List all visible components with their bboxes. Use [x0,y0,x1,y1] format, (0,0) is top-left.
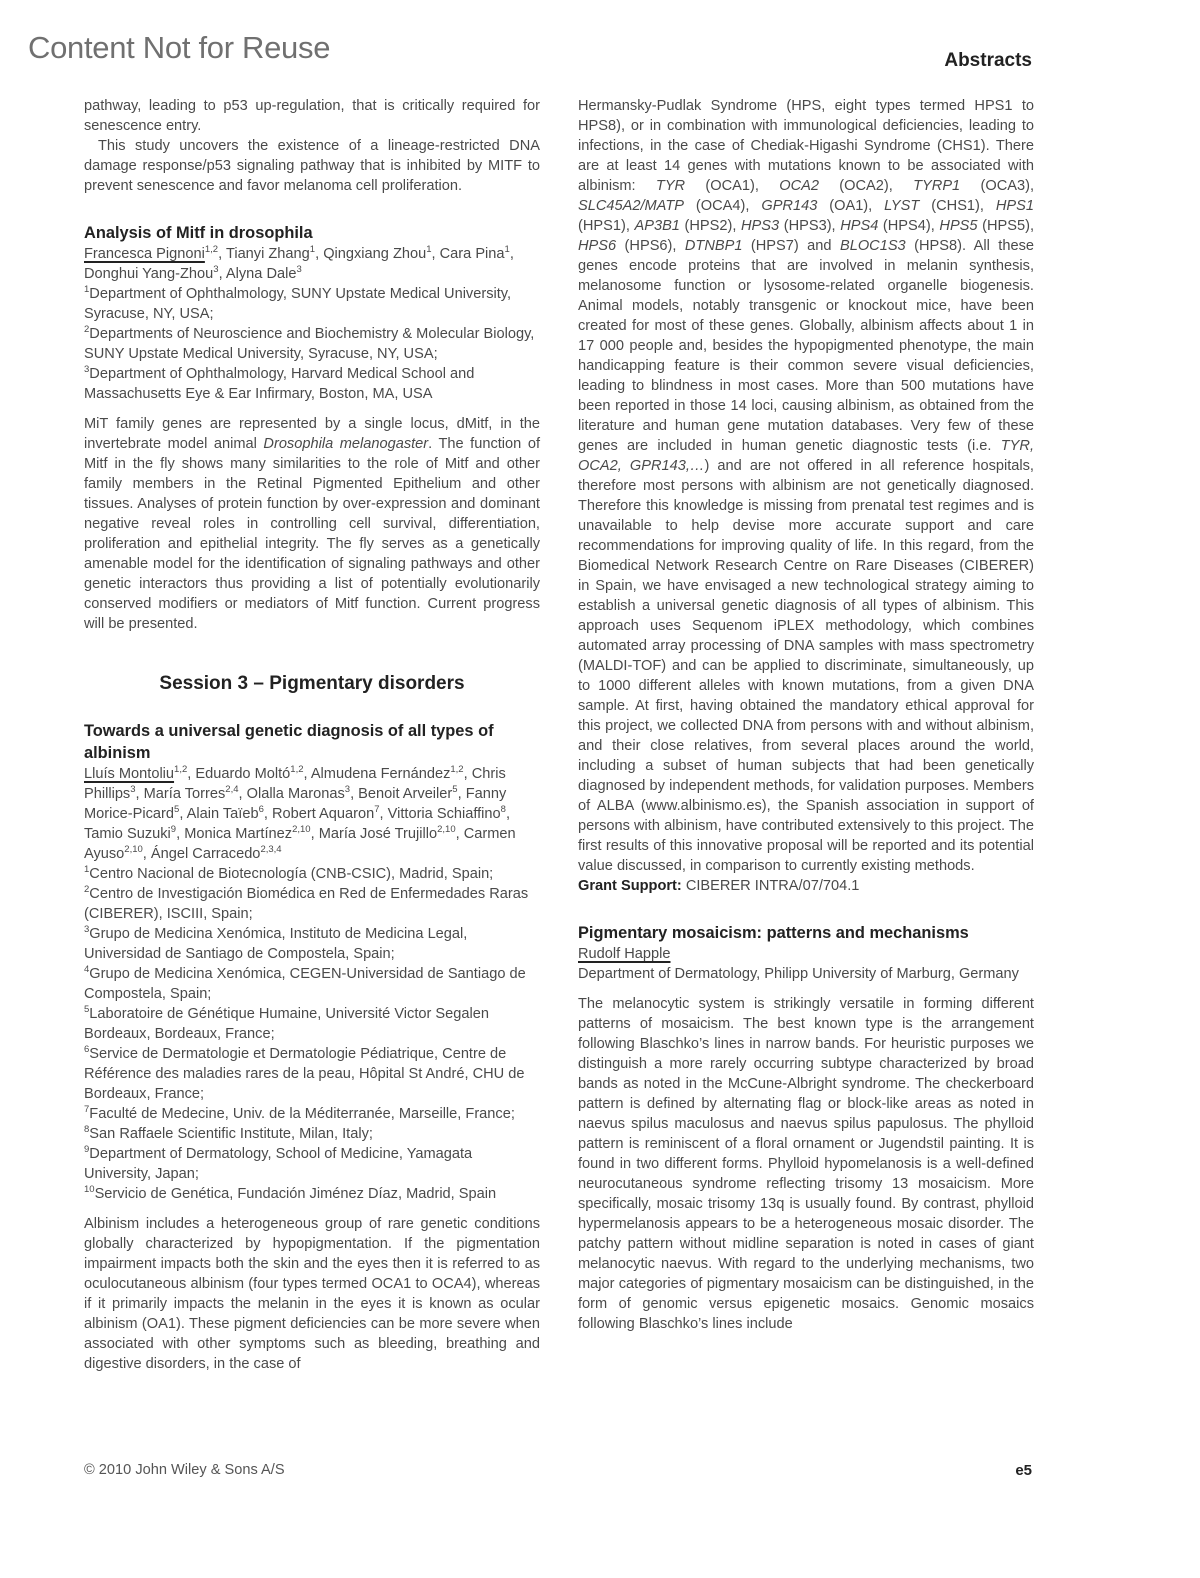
author: Chris Phillips [84,766,506,802]
affiliation-marker: 1,2 [174,764,188,776]
abstract-mitf [84,222,540,634]
abstract-title: Pigmentary mosaicism: patterns and mechanisms [578,924,969,942]
abstract-title: Analysis of Mitf in drosophila [84,224,313,242]
author: Almudena Fernández [310,766,451,782]
author: Olalla Maronas [246,786,345,802]
affiliation-marker: 9 [170,824,177,836]
affiliation: Department of Dermatology, Philipp University of Marburg, Germany [578,966,1019,982]
author: María José Trujillo [318,826,438,842]
abstract-body: The melanocytic system is strikingly versatile in forming different patterns of mosaicism. The best known type is the arrangement following Blaschko’s lines in narrow bands. For heuristic purposes we distinguish a more rarely occurring subtype characterized by broad bands as noted in the McCune-Albright syndrome. The checkerboard pattern is defined by alternating flag or block-like areas as noted in naevus spilus maculosus and naevus spilus papulosus. The phylloid pattern is reminiscent of a floral ornament or Jugendstil painting. It is found in two different forms. Phylloid hypomelanosis is a well-defined neurocutaneous syndrome reflecting trisomy 13 mosaicism. More specifically, mosaic trisomy 13q is usually found. By contrast, phylloid hypermelanosis appears to be a heterogeneous mosaic disorder. The patchy pattern without midline separation is noted in cases of giant melanocytic naevus. With regard to the underlying mechanisms, two major categories of pigmentary mosaicism can be distinguished, in the form of genomic versus epigenetic mosaics. Genomic mosaics following Blaschko’s lines include [578,996,1034,1332]
author: Fanny Morice-Picard [84,786,507,822]
presenting-author: Lluís Montoliu [84,766,175,782]
presenting-author: Francesca Pignoni [84,246,205,262]
author: Monica Martínez [184,826,293,842]
affiliation-marker: 6 [258,804,264,816]
author: Alain Taïeb [186,806,259,822]
affiliation-marker: 1 [504,244,510,256]
gene-name: DTNBP1 [684,238,743,254]
gene-name: SLC45A2/MATP [578,198,684,214]
affiliation: $^{10}$Servicio de Genética, Fundación Jiménez Díaz, Madrid, Spain [84,1184,497,1202]
continuation-paragraph: pathway, leading to p53 up-regulation, that is critically required for senescence entry. [84,98,540,134]
affiliation-marker: 1 [426,244,432,256]
gene-name: AP3B1 [634,218,680,234]
affiliation-marker: 3 [130,784,136,796]
affiliation: $^1$Department of Ophthalmology, SUNY Upstate Medical University, Syracuse, NY, USA; [84,284,512,322]
author: Donghui Yang-Zhou [84,266,214,282]
author: Eduardo Moltó [195,766,291,782]
gene-name: TYR, OCA2, GPR143,… [578,438,1034,474]
affiliation-marker: 3 [213,264,219,276]
author-list [578,944,1034,964]
affiliation: $^2$Centro de Investigación Biomédica en Red de Enfermedades Raras (CIBERER), ISCIII, Spain; [84,884,529,922]
affiliation-marker: 1,2 [290,764,304,776]
affiliation-marker: 2,4 [225,784,239,796]
abstract-body: MiT family genes are represented by a single locus, dMitf, in the invertebrate model animal Drosophila melanogaster. The function of Mitf in the fly shows many similarities to the role of Mitf and other family members in the Retinal Pigmented Epithelium and other tissues. Analyses of protein function by over-expression and dominant negative reveal roles in controlling cell survival, differentiation, proliferation and epithelial integrity. The fly serves as a genetically amenable model for the identification of signaling pathways and other genetic interactors thus providing a list of potentially evolutionarily conserved modifiers or mediators of Mitf function. Current progress will be presented. [84,416,540,632]
grant-support-label: Grant Support: [578,878,682,894]
affiliation-marker: 2,10 [292,824,311,836]
affiliation-marker: 5 [174,804,180,816]
author: Alyna Dale [225,266,297,282]
author: Cara Pina [439,246,505,262]
affiliation: $^4$Grupo de Medicina Xenómica, CEGEN-Universidad de Santiago de Compostela, Spain; [84,964,526,1002]
presenting-author: Rudolf Happle [578,946,671,962]
affiliation-marker: 3 [296,264,302,276]
affiliation-marker: 8 [500,804,506,816]
gene-name: HPS6 [578,238,617,254]
author: Robert Aquaron [271,806,375,822]
affiliation-marker: 5 [452,784,458,796]
session-heading: Session 3 – Pigmentary disorders [159,673,465,694]
abstract-body: Albinism includes a heterogeneous group of rare genetic conditions globally characterized by hypopigmentation. If the pigmentation impairment impacts both the skin and the eyes then it is referred to as oculocutaneous albinism (four types termed OCA1 to OCA4), whereas if it primarily impacts the melanin in the eyes it is known as ocular albinism (OA1). These pigment deficiencies can be more severe when associated with other symptoms such as bleeding, breathing and digestive disorders, in the case of [84,1216,540,1372]
abstract-mosaicism [578,922,1034,1334]
author: Benoit Arveiler [358,786,453,802]
affiliation: $^3$Department of Ophthalmology, Harvard Medical School and Massachusetts Eye & Ear Infirmary, Boston, MA, USA [84,364,475,402]
author: Ángel Carracedo [150,846,261,862]
author-list: Francesca Pignoni$^{1,2}$, Tianyi Zhang$^1$, Qingxiang Zhou$^1$, Cara Pina$^1$, Donghui Yang-Zhou$^3$, Alyna Dale$^3$ [84,244,514,282]
author: Vittoria Schiaffino [387,806,501,822]
running-head: Abstracts [944,50,1032,71]
author: Qingxiang Zhou [323,246,427,262]
gene-name: LYST [884,198,920,214]
gene-name: GPR143 [761,198,818,214]
affiliation: $^2$Departments of Neuroscience and Biochemistry & Molecular Biology, SUNY Upstate Medical University, Syracuse, NY, USA; [84,324,535,362]
affiliation-marker: 1 [309,244,316,256]
affiliation: $^3$Grupo de Medicina Xenómica, Instituto de Medicina Legal, Universidad de Santiago de Compostela, Spain; [84,924,468,962]
affiliation: $^9$Department of Dermatology, School of Medicine, Yamagata University, Japan; [84,1144,473,1182]
left-column [84,96,540,1374]
abstract-body-continued: Hermansky-Pudlak Syndrome (HPS, eight types termed HPS1 to HPS8), or in combination with immunological deficiencies, leading to infections, in the case of Chediak-Higashi Syndrome (CHS1). There are at least 14 genes with mutations known to be associated with albinism: TYR (OCA1), OCA2 (OCA2), TYRP1 (OCA3), SLC45A2/MATP (OCA4), GPR143 (OA1), LYST (CHS1), HPS1 (HPS1), AP3B1 (HPS2), HPS3 (HPS3), HPS4 (HPS4), HPS5 (HPS5), HPS6 (HPS6), DTNBP1 (HPS7) and BLOC1S3 (HPS8). All these genes encode proteins that are involved in melanin synthesis, melanosome function or lysosome-related organelle biogenesis. Animal models, notably transgenic or knockout mice, have been created for most of these genes. Globally, albinism affects about 1 in 17 000 people and, besides the hypopigmented phenotype, the main handicapping feature is their common severe visual deficiencies, leading to blindness in most cases. More than 500 mutations have been reported in those 14 loci, causing albinism, as obtained from the literature and human gene mutation databases. Very few of these genes are included in human genetic diagnostic tests (i.e. TYR, OCA2, GPR143,…) and are not offered in all reference hospitals, therefore most persons with albinism are not genetically diagnosed. Therefore this knowledge is missing from prenatal test regimes and is unavailable to help devise more accurate support and care recommendations for improving quality of life. In this regard, from the Biomedical Network Research Centre on Rare Diseases (CIBERER) in Spain, we have envisaged a new technological strategy aiming to establish a universal genetic diagnosis of all types of albinism. This approach uses Sequenom iPLEX methodology, which combines automated array processing of DNA samples with mass spectrometry (MALDI-TOF) and can be applied to discriminate, simultaneously, up to 1000 different alleles with known mutations, from a given DNA sample. At first, having obtained the mandatory ethical approval for this project, we collected DNA from persons with and without albinism, and their close relatives, from several places around the world, including a subset of human subjects that had been genetically diagnosed by independent methods, for validation purposes. Members of ALBA (www.albinismo.es), the Spanish association in support of persons with albinism, have contributed extensively to this project. The first results of this innovative proposal will be reported and its potential value discussed, in comparison to currently existing methods. [578,98,1035,874]
grant-support-value: CIBERER INTRA/07/704.1 [681,878,860,894]
right-column [578,96,1034,1334]
affiliation: $^8$San Raffaele Scientific Institute, Milan, Italy; [84,1124,373,1142]
affiliation-marker: 7 [374,804,380,816]
grant-support [578,876,1034,896]
author: Carmen Ayuso [84,826,516,862]
continuation-paragraph: This study uncovers the existence of a lineage-restricted DNA damage response/p53 signaling pathway that is inhibited by MITF to prevent senescence and favor melanoma cell proliferation. [84,138,540,194]
gene-name: HPS5 [939,218,978,234]
affiliation-marker: 3 [344,784,351,796]
gene-name: HPS3 [741,218,780,234]
copyright: © 2010 John Wiley & Sons A/S [84,1462,285,1478]
affiliation-marker: 1,2 [450,764,464,776]
affiliation-marker: 2,3,4 [260,844,282,856]
page-number: e5 [1015,1462,1032,1479]
abstract-albinism [84,720,540,1374]
affiliation: $^7$Faculté de Medecine, Univ. de la Méditerranée, Marseille, France; [84,1104,515,1122]
affiliation-marker: 1,2 [204,244,219,256]
gene-name: BLOC1S3 [839,238,906,254]
gene-name: HPS1 [995,198,1034,214]
affiliation: $^5$Laboratoire de Génétique Humaine, Université Victor Segalen Bordeaux, Bordeaux, France; [84,1004,489,1042]
affiliation-list [84,864,540,1204]
affiliation-list [84,284,540,404]
affiliation: $^1$Centro Nacional de Biotecnología (CNB-CSIC), Madrid, Spain; [84,864,494,882]
abstract-title: Towards a universal genetic diagnosis of all types of albinism [84,722,494,762]
author: María Torres [143,786,226,802]
affiliation-marker: 2,10 [124,844,143,856]
gene-name: TYR [655,178,686,194]
gene-name: OCA2 [779,178,819,194]
affiliation: $^6$Service de Dermatologie et Dermatologie Pédiatrique, Centre de Référence des maladies rares de la peau, Hôpital St André, CHU de Bordeaux, France; [84,1044,525,1102]
gene-name: TYRP1 [913,178,961,194]
gene-name: HPS4 [840,218,879,234]
author: Tamio Suzuki [84,826,171,842]
affiliation-marker: 2,10 [437,824,456,836]
author-list: Lluís Montoliu$^{1,2}$, Eduardo Moltó$^{1,2}$, Almudena Fernández$^{1,2}$, Chris Phillips$^3$, María Torres$^{2,4}$, Olalla Maronas$^3$, Benoit Arveiler$^5$, Fanny Morice-Picard$^5$, Alain Taïeb$^6$, Robert Aquaron$^7$, Vittoria Schiaffino$^8$, Tamio Suzuki$^9$, Monica Martínez$^{2,10}$, María José Trujillo$^{2,10}$, Carmen Ayuso$^{2,10}$, Ángel Carracedo$^{2,3,4}$ [84,764,516,862]
author: Tianyi Zhang [225,246,310,262]
watermark: Content Not for Reuse [28,30,331,65]
